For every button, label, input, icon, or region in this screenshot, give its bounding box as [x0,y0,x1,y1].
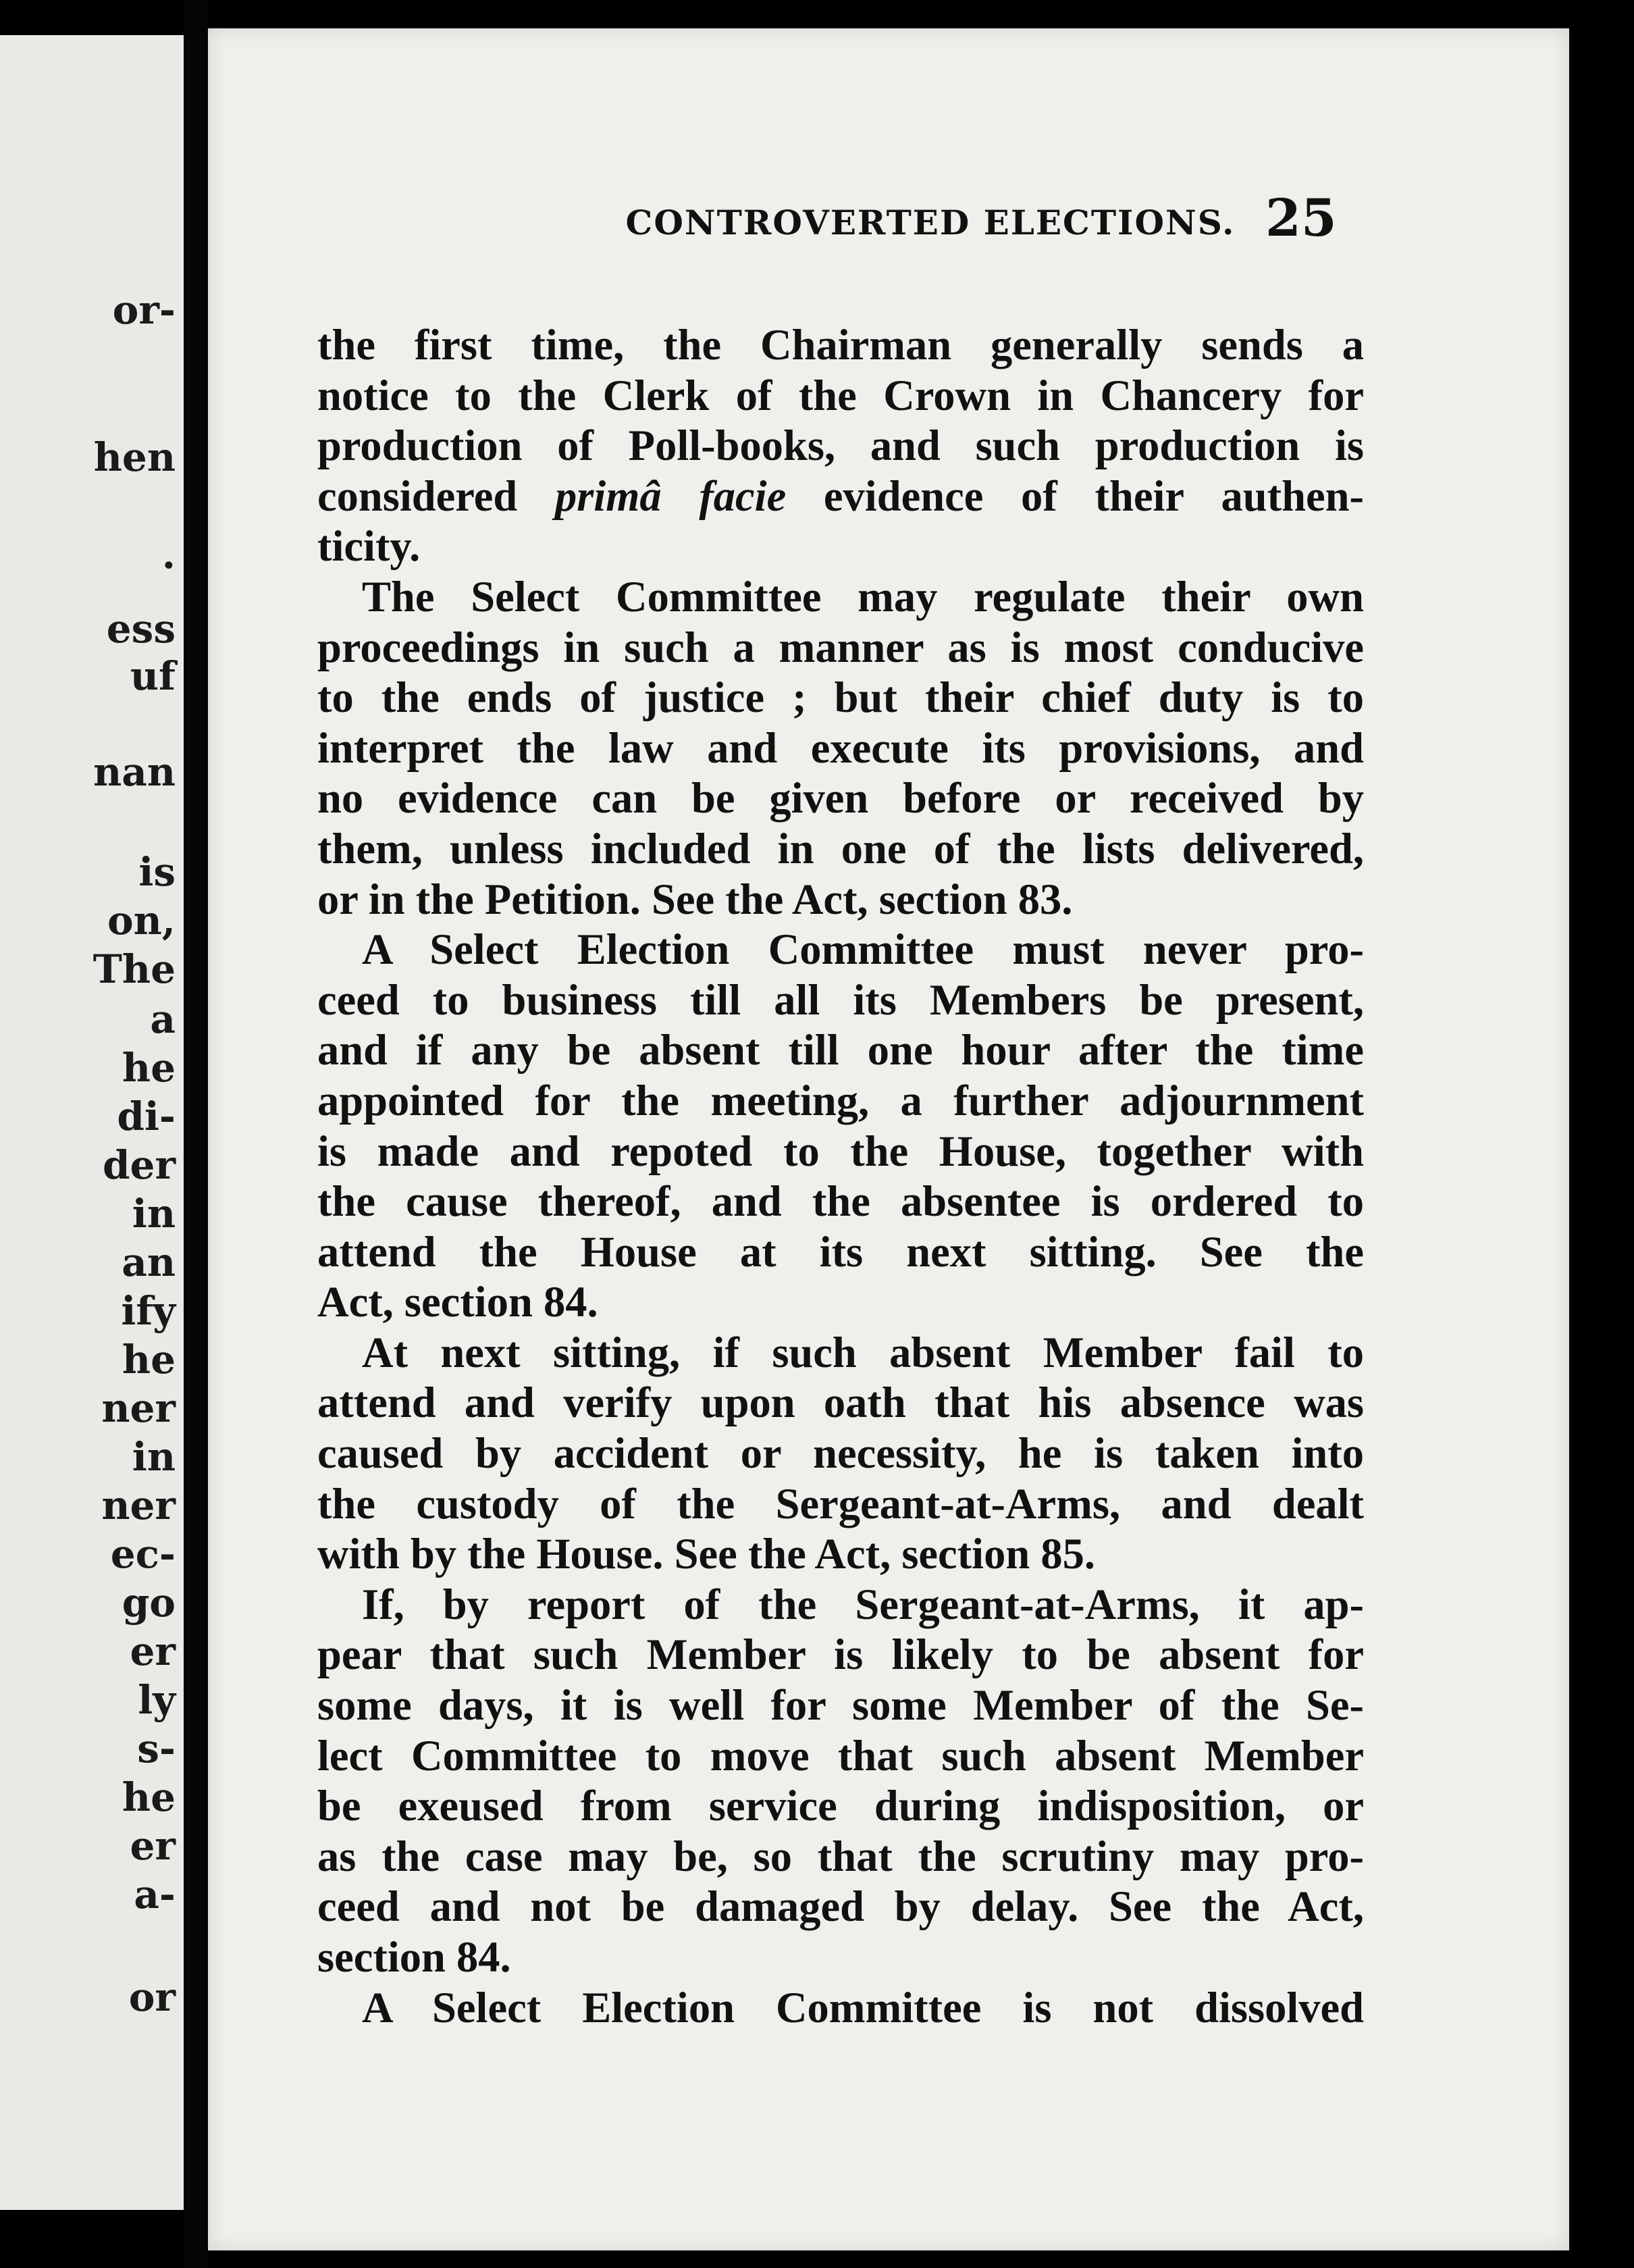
left-page-fragment: he [122,1045,176,1091]
text-line: the cause thereof, and the absentee is ordered to [317,1177,1364,1226]
left-page-fragment: or [128,1974,176,2020]
left-page-fragment: in [132,1434,176,1480]
text-line: proceedings in such a manner as is most conducive [317,623,1364,671]
text-line: appointed for the meeting, a further adjournment [317,1076,1364,1125]
left-page-fragment: The [93,946,176,992]
page-body-text [317,320,1364,2033]
left-page-fragment: in [132,1191,176,1237]
text-line: pear that such Member is likely to be absent for [317,1630,1364,1679]
page-number: 25 [1265,188,1337,248]
left-page-fragment: ner [101,1385,176,1431]
left-page-fragment: ess [106,606,176,652]
text-line: be exeused from service during indisposition, or [317,1782,1364,1830]
text-line: attend and verify upon oath that his absence was [317,1378,1364,1427]
text-line: ticity. [317,522,421,571]
left-page-fragment: ify [121,1288,176,1334]
text-line: some days, it is well for some Member of the Se- [317,1681,1364,1730]
left-page-fragment: di- [117,1093,176,1139]
text-line: ceed and not be damaged by delay. See the Act, [317,1882,1364,1931]
text-line: the first time, the Chairman generally sends a [317,321,1364,369]
text-line: as the case may be, so that the scrutiny may pro- [317,1832,1364,1880]
text-line: lect Committee to move that such absent Member [317,1731,1364,1780]
left-page-fragment: ec- [110,1531,176,1577]
left-page-fragment: go [122,1580,176,1626]
book-page [208,28,1569,2250]
left-page-fragment: an [122,1239,176,1285]
left-page-fragment: er [130,1628,176,1674]
text-line: is made and repoted to the House, together with [317,1127,1364,1175]
text-line: If, by report of the Sergeant-at-Arms, it ap- [362,1580,1364,1628]
text-line: interpret the law and execute its provisions, and [317,723,1364,772]
left-page-fragment: he [122,1337,176,1383]
text-line: or in the Petition. See the Act, section 83. [317,875,1073,923]
text-line: production of Poll-books, and such production is [317,421,1364,470]
left-page-fragment: he [122,1774,176,1820]
text-line: At next sitting, if such absent Member fail to [362,1328,1364,1376]
left-page-fragment: a- [134,1872,176,1917]
text-line: and if any be absent till one hour after the time [317,1026,1364,1075]
left-page-fragment: uf [130,653,176,699]
text-line: them, unless included in one of the lists delivered, [317,824,1364,873]
left-page-fragment: hen [93,434,176,480]
left-page-fragment: ner [101,1483,176,1528]
left-page-fragment: is [138,849,176,895]
text-line: A Select Election Committee is not dissolved [362,1983,1364,2032]
text-line: the custody of the Sergeant-at-Arms, and dealt [317,1479,1364,1528]
left-page-fragment: or- [112,287,176,333]
text-line: with by the House. See the Act, section 85. [317,1530,1095,1578]
left-page-fragment: on, [107,898,176,944]
left-page-fragment: s- [137,1726,176,1772]
text-line: notice to the Clerk of the Crown in Chancery for [317,371,1364,419]
left-page-strip [0,35,184,2210]
left-page-fragment: er [130,1823,176,1869]
text-line: section 84. [317,1933,511,1981]
text-line: no evidence can be given before or received by [317,774,1364,823]
text-line: The Select Committee may regulate their own [362,572,1364,621]
running-head: CONTROVERTED ELECTIONS. [625,203,1236,242]
text-line: to the ends of justice ; but their chief duty is to [317,673,1364,722]
italic-phrase: primâ facie [554,471,787,520]
left-page-fragment: a [150,996,176,1042]
text-line: ceed to business till all its Members be present, [317,975,1364,1024]
left-page-fragment: ly [138,1677,176,1723]
book-gutter [184,0,208,2268]
left-page-fragment: der [102,1142,176,1188]
text-line: considered primâ facie evidence of their authen- [317,471,1364,520]
text-line: A Select Election Committee must never pro- [362,925,1364,974]
text-line: Act, section 84. [317,1278,598,1326]
left-page-fragment: . [161,532,176,577]
left-page-fragment: nan [93,749,176,795]
text-line: attend the House at its next sitting. See the [317,1227,1364,1276]
text-line: caused by accident or necessity, he is taken into [317,1429,1364,1478]
